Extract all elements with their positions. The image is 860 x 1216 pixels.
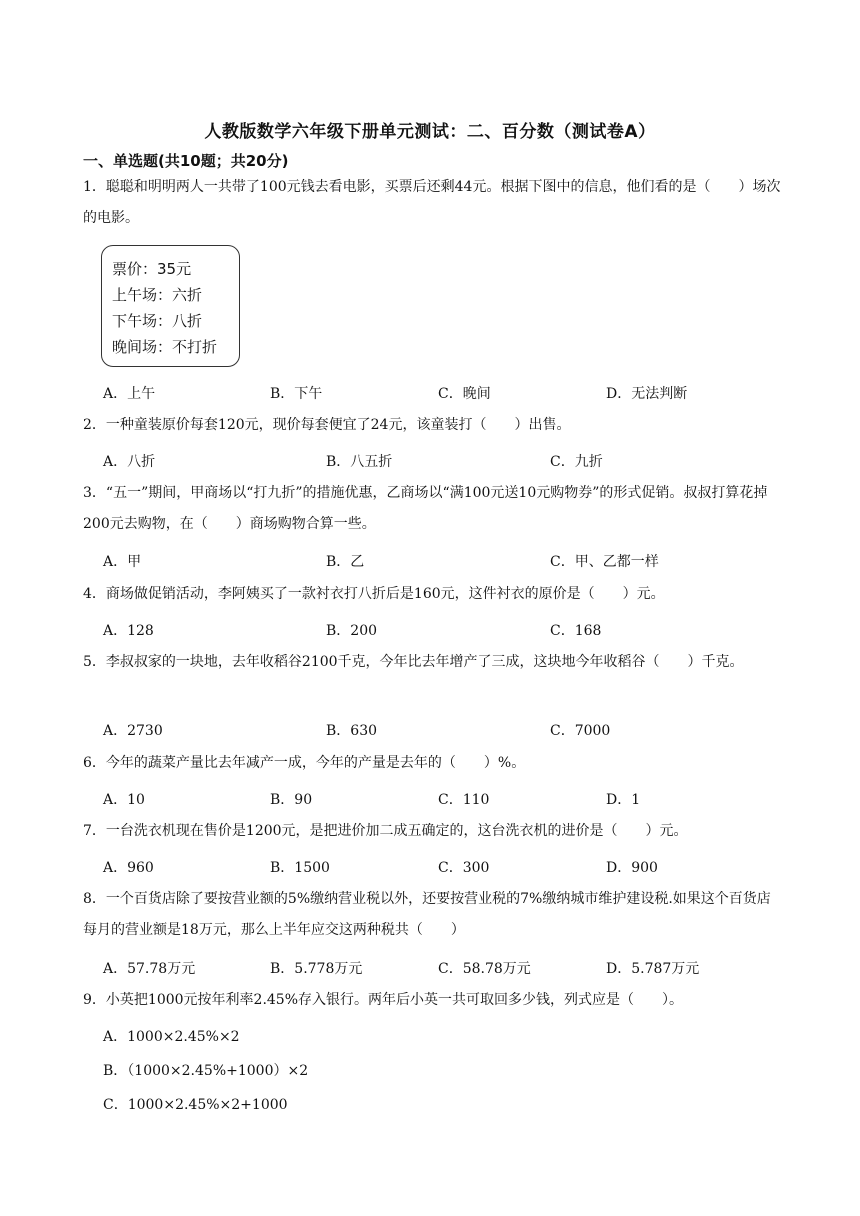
ticket-line: 上午场：六折 xyxy=(112,286,203,304)
option-a[interactable]: A．57.78万元 xyxy=(103,961,196,977)
option-c[interactable]: C．甲、乙都一样 xyxy=(550,554,659,570)
question-2-options xyxy=(103,451,803,475)
question-5: 5．李叔叔家的一块地，去年收稻谷2100千克，今年比去年增产了三成，这块地今年收稻谷（ ）千克。 xyxy=(83,654,744,670)
question-6-options xyxy=(103,789,803,813)
question-5-options xyxy=(103,720,803,744)
option-b[interactable]: B．八五折 xyxy=(326,454,393,470)
option-b[interactable]: B．630 xyxy=(326,723,378,739)
option-b[interactable]: B．1500 xyxy=(270,860,330,876)
option-a[interactable]: A．10 xyxy=(103,792,145,808)
option-c[interactable]: C．168 xyxy=(550,623,602,639)
question-4: 4．商场做促销活动，李阿姨买了一款衬衣打八折后是160元，这件衬衣的原价是（ ）元。 xyxy=(83,586,665,602)
question-7-options xyxy=(103,857,803,881)
option-c[interactable]: C．7000 xyxy=(550,723,611,739)
question-4-options xyxy=(103,620,803,644)
option-c[interactable]: C．1000×2.45%×2+1000 xyxy=(103,1097,288,1113)
ticket-line: 晚间场：不打折 xyxy=(112,338,218,356)
question-2: 2．一种童装原价每套120元，现价每套便宜了24元，该童装打（ ）出售。 xyxy=(83,417,571,433)
option-d[interactable]: D．1 xyxy=(606,792,641,808)
option-a[interactable]: A．上午 xyxy=(103,386,156,402)
question-1-options xyxy=(103,383,803,407)
page-title: 人教版数学六年级下册单元测试：二、百分数（测试卷A） xyxy=(204,122,656,142)
option-a[interactable]: A．2730 xyxy=(103,723,163,739)
question-1: 1．聪聪和明明两人一共带了100元钱去看电影，买票后还剩44元。根据下图中的信息，他们看的是（ ）场次的电影。 xyxy=(83,179,781,226)
ticket-price-box xyxy=(101,245,240,367)
option-c[interactable]: C．晚间 xyxy=(438,386,491,402)
option-d[interactable]: D．无法判断 xyxy=(606,386,688,402)
question-3-options xyxy=(103,551,803,575)
option-a[interactable]: A．甲 xyxy=(103,554,142,570)
question-8-options xyxy=(103,958,803,982)
option-a[interactable]: A．1000×2.45%×2 xyxy=(103,1029,240,1045)
option-b[interactable]: B．（1000×2.45%+1000）×2 xyxy=(103,1063,309,1079)
option-c[interactable]: C．九折 xyxy=(550,454,603,470)
question-6: 6．今年的蔬菜产量比去年减产一成，今年的产量是去年的（ ）%。 xyxy=(83,755,526,771)
ticket-line: 票价：35元 xyxy=(112,260,192,278)
option-c[interactable]: C．110 xyxy=(438,792,490,808)
question-3: 3．“五一”期间，甲商场以“打九折”的措施优惠，乙商场以“满100元送10元购物券”的形式促销。叔叔打算花掉200元去购物，在（ ）商场购物合算一些。 xyxy=(83,485,768,532)
option-b[interactable]: B．下午 xyxy=(270,386,323,402)
option-b[interactable]: B．200 xyxy=(326,623,378,639)
section-heading: 一、单选题(共10题；共20分) xyxy=(83,152,289,170)
question-8: 8．一个百货店除了要按营业额的5%缴纳营业税以外，还要按营业税的7%缴纳城市维护建设税.如果这个百货店每月的营业额是18万元，那么上半年应交这两种税共（ ） xyxy=(83,891,771,938)
option-d[interactable]: D．900 xyxy=(606,860,658,876)
question-9: 9．小英把1000元按年利率2.45%存入银行。两年后小英一共可取回多少钱，列式应是（ ）。 xyxy=(83,992,684,1008)
question-7: 7．一台洗衣机现在售价是1200元，是把进价加二成五确定的，这台洗衣机的进价是（ ）元。 xyxy=(83,823,688,839)
ticket-line: 下午场：八折 xyxy=(112,312,203,330)
option-b[interactable]: B．5.778万元 xyxy=(270,961,363,977)
option-a[interactable]: A．八折 xyxy=(103,454,156,470)
option-c[interactable]: C．300 xyxy=(438,860,490,876)
option-b[interactable]: B．90 xyxy=(270,792,313,808)
option-a[interactable]: A．128 xyxy=(103,623,154,639)
option-c[interactable]: C．58.78万元 xyxy=(438,961,531,977)
option-a[interactable]: A．960 xyxy=(103,860,154,876)
option-b[interactable]: B．乙 xyxy=(326,554,365,570)
option-d[interactable]: D．5.787万元 xyxy=(606,961,700,977)
